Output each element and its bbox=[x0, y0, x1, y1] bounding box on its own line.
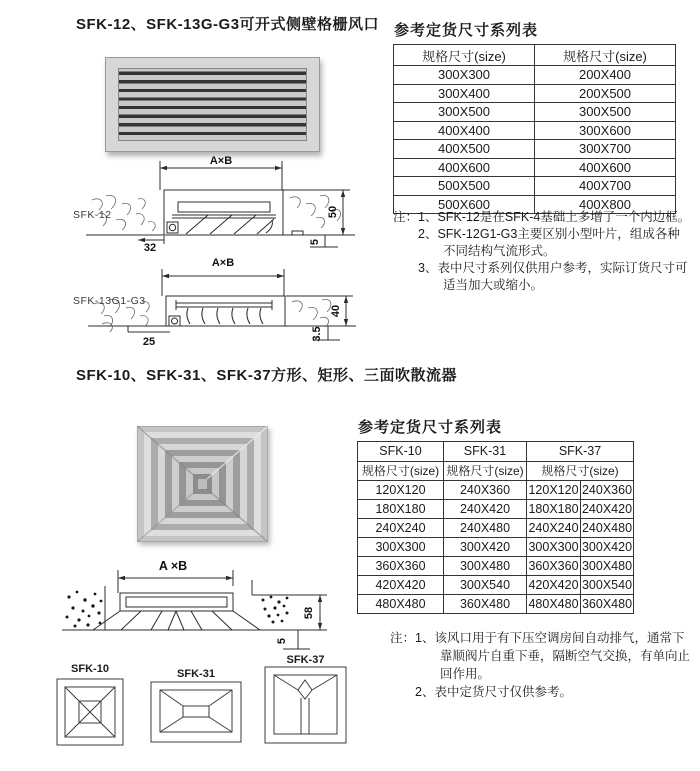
notes-prefix: 注： bbox=[393, 210, 419, 224]
size-cell: 120X120 bbox=[358, 481, 444, 500]
size-cell: 300X420 bbox=[444, 538, 527, 557]
size-cell: 300X300 bbox=[358, 538, 444, 557]
size-table-1 bbox=[393, 44, 676, 214]
table-row bbox=[358, 557, 634, 576]
size-table-1-title: 参考定货尺寸系列表 bbox=[394, 22, 539, 39]
size-cell: 240X360 bbox=[444, 481, 527, 500]
size-cell: 300X420 bbox=[581, 538, 634, 557]
size-cell: 500X500 bbox=[394, 177, 535, 196]
table-row bbox=[358, 595, 634, 614]
size-cell: 200X400 bbox=[535, 66, 676, 85]
size-cell: 400X800 bbox=[535, 195, 676, 214]
table-row bbox=[394, 177, 676, 196]
size-cell: 300X300 bbox=[394, 66, 535, 85]
col-header-sfk10: SFK-10 bbox=[358, 442, 444, 462]
table-row bbox=[394, 158, 676, 177]
dim-40-label: 40 bbox=[330, 304, 342, 318]
size-cell: 360X360 bbox=[527, 557, 581, 576]
sfk10-pattern-diagram bbox=[56, 677, 124, 747]
note-text: 1、该风口用于有下压空调房间自动排气，通常下靠顺阀片自重下垂，隔断空气交换，有单向止回作用。 bbox=[415, 631, 691, 681]
table-row bbox=[394, 66, 676, 85]
size-table-2 bbox=[357, 441, 634, 614]
table-row bbox=[394, 121, 676, 140]
table-row bbox=[358, 500, 634, 519]
note-line bbox=[393, 209, 691, 226]
dim-5-label: 5 bbox=[276, 637, 288, 645]
dim-3-5-label: 3.5 bbox=[311, 326, 323, 342]
sfk37-diagram-label: SFK-37 bbox=[286, 654, 325, 666]
grille-photo bbox=[105, 57, 320, 152]
table-subheader-row bbox=[358, 461, 634, 481]
sfk12-section-drawing bbox=[58, 152, 388, 258]
size-cell: 300X500 bbox=[394, 103, 535, 122]
size-cell: 300X480 bbox=[581, 557, 634, 576]
note-line bbox=[390, 629, 694, 683]
dim-58-label: 58 bbox=[303, 606, 315, 620]
sub-header: 规格尺寸(size) bbox=[527, 461, 634, 481]
table-header-row bbox=[358, 442, 634, 462]
diffuser-section-drawing bbox=[55, 553, 400, 661]
size-cell: 300X700 bbox=[535, 140, 676, 159]
size-cell: 480X480 bbox=[527, 595, 581, 614]
table-row bbox=[358, 576, 634, 595]
col-header-sfk31: SFK-31 bbox=[444, 442, 527, 462]
sfk13-section-drawing bbox=[58, 256, 388, 358]
table-header-row bbox=[394, 45, 676, 66]
note-line: 2、表中定货尺寸仅供参考。 bbox=[415, 685, 572, 699]
size-cell: 400X400 bbox=[394, 121, 535, 140]
size-cell: 300X540 bbox=[581, 576, 634, 595]
size-cell: 420X420 bbox=[527, 576, 581, 595]
sfk10-diagram-label: SFK-10 bbox=[71, 663, 109, 675]
table-row bbox=[394, 140, 676, 159]
size-cell: 240X420 bbox=[581, 500, 634, 519]
size-cell: 480X480 bbox=[358, 595, 444, 614]
size-cell: 300X400 bbox=[394, 84, 535, 103]
dim-ab-label: A×B bbox=[211, 257, 235, 269]
diffuser-photo bbox=[137, 426, 268, 542]
size-cell: 400X500 bbox=[394, 140, 535, 159]
section2-title: SFK-10、SFK-31、SFK-37方形、矩形、三面吹散流器 bbox=[76, 367, 458, 384]
table-row bbox=[394, 84, 676, 103]
section1-title: SFK-12、SFK-13G-G3可开式侧壁格栅风口 bbox=[76, 16, 380, 33]
size-cell: 120X120 bbox=[527, 481, 581, 500]
dim-50-label: 50 bbox=[327, 205, 339, 219]
col-header: 规格尺寸(size) bbox=[535, 45, 676, 66]
size-cell: 400X700 bbox=[535, 177, 676, 196]
dim-32-label: 32 bbox=[143, 242, 157, 254]
size-cell: 240X240 bbox=[358, 519, 444, 538]
dim-ab-label: A×B bbox=[209, 155, 233, 167]
size-cell: 240X240 bbox=[527, 519, 581, 538]
size-cell: 240X480 bbox=[444, 519, 527, 538]
note-line: 3、表中尺寸系列仅供用户参考，实际订货尺寸可适当加大或缩小。 bbox=[418, 261, 688, 292]
size-cell: 300X480 bbox=[444, 557, 527, 576]
col-header: 规格尺寸(size) bbox=[394, 45, 535, 66]
notes-prefix: 注： bbox=[390, 631, 416, 645]
dim-ab-label: A ×B bbox=[158, 559, 188, 573]
size-cell: 240X360 bbox=[581, 481, 634, 500]
size-table-1-block bbox=[393, 19, 683, 214]
size-cell: 300X600 bbox=[535, 121, 676, 140]
sfk12-drawing-label: SFK-12 bbox=[73, 209, 112, 221]
size-cell: 180X180 bbox=[527, 500, 581, 519]
sub-header: 规格尺寸(size) bbox=[358, 461, 444, 481]
sub-header: 规格尺寸(size) bbox=[444, 461, 527, 481]
size-cell: 300X540 bbox=[444, 576, 527, 595]
size-cell: 240X480 bbox=[581, 519, 634, 538]
size-cell: 200X500 bbox=[535, 84, 676, 103]
grille-louvers bbox=[118, 68, 307, 141]
size-cell: 180X180 bbox=[358, 500, 444, 519]
table-row bbox=[358, 519, 634, 538]
size-cell: 300X300 bbox=[527, 538, 581, 557]
table-row bbox=[358, 481, 634, 500]
sfk37-pattern-diagram bbox=[264, 666, 347, 744]
sfk31-diagram-label: SFK-31 bbox=[177, 668, 215, 680]
size-cell: 400X600 bbox=[535, 158, 676, 177]
size-table-2-title: 参考定货尺寸系列表 bbox=[358, 419, 503, 436]
note-line: 2、SFK-12G1-G3主要区别小型叶片，组成各种不同结构气流形式。 bbox=[418, 227, 680, 258]
section2-notes bbox=[390, 629, 694, 701]
size-cell: 500X600 bbox=[394, 195, 535, 214]
size-cell: 300X500 bbox=[535, 103, 676, 122]
dim-25-label: 25 bbox=[142, 336, 156, 348]
note-text: 1、SFK-12是在SFK-4基础上多增了一个内边框。 bbox=[418, 210, 691, 224]
table-row bbox=[394, 103, 676, 122]
size-cell: 360X360 bbox=[358, 557, 444, 576]
table-row bbox=[358, 538, 634, 557]
size-cell: 400X600 bbox=[394, 158, 535, 177]
size-cell: 420X420 bbox=[358, 576, 444, 595]
size-cell: 360X480 bbox=[444, 595, 527, 614]
section1-notes bbox=[393, 209, 691, 294]
col-header-sfk37: SFK-37 bbox=[527, 442, 634, 462]
size-cell: 240X420 bbox=[444, 500, 527, 519]
sfk31-pattern-diagram bbox=[150, 681, 242, 743]
size-table-2-block bbox=[357, 416, 637, 614]
sfk13-drawing-label: SFK-13G1-G3 bbox=[73, 295, 146, 307]
size-cell: 360X480 bbox=[581, 595, 634, 614]
dim-5-label: 5 bbox=[309, 238, 321, 246]
